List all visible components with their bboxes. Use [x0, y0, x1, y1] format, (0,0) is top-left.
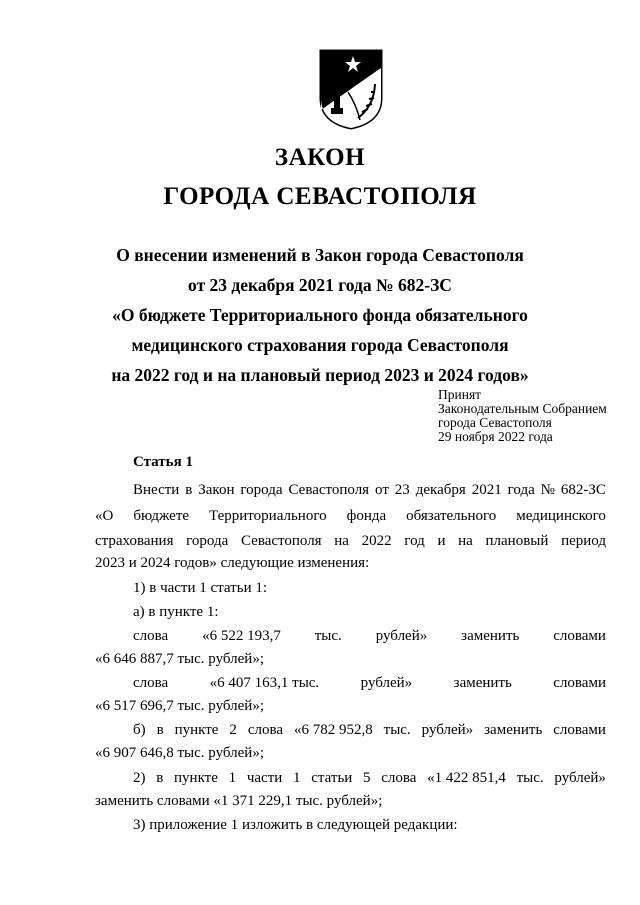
word: Закон [198, 482, 235, 498]
body-line: «6 907 646,8 тыс. рублей»; [95, 745, 264, 761]
body-line: 3) приложение 1 изложить в следующей редакции: [133, 817, 458, 833]
word: обязательного [406, 508, 497, 524]
body-line [95, 482, 606, 499]
word: «6 522 193,7 [202, 628, 281, 644]
word: «О [95, 508, 114, 524]
body-line [95, 770, 606, 787]
word: бюджете [133, 508, 190, 524]
word: 5 [363, 770, 371, 786]
coat-of-arms-emblem [318, 48, 384, 130]
subtitle-line: О внесении изменений в Закон города Севастополя [116, 245, 524, 265]
word: № [540, 482, 555, 498]
body-line: 1) в части 1 статьи 1: [133, 580, 268, 596]
word: 2 [229, 722, 237, 738]
word: заменить [453, 675, 512, 691]
word: 2021 [471, 482, 502, 498]
word: плановый [485, 533, 549, 549]
word: 1 [293, 770, 301, 786]
body-line: а) в пункте 1: [133, 604, 219, 620]
subtitle-line: от 23 декабря 2021 года № 682-ЗС [188, 275, 452, 295]
adoption-line: 29 ноября 2022 года [438, 429, 553, 444]
body-line [95, 628, 606, 645]
word: города [240, 482, 283, 498]
word: словами [553, 722, 606, 738]
word: статьи [311, 770, 353, 786]
word: Внести [133, 482, 180, 498]
word: рублей» [360, 675, 413, 691]
word: тыс. [516, 770, 544, 786]
word: Севастополя [240, 533, 322, 549]
word: 23 [394, 482, 410, 498]
body-line [95, 675, 606, 692]
word: 2) [133, 770, 146, 786]
body-line [95, 508, 606, 525]
word: слова [247, 722, 284, 738]
issuer-title: ГОРОДА СЕВАСТОПОЛЯ [163, 183, 477, 210]
article-heading: Статья 1 [133, 454, 193, 470]
word: «1 422 851,4 [427, 770, 506, 786]
word: словами [553, 675, 606, 691]
document-type-title: ЗАКОН [274, 144, 366, 171]
word: Территориального [209, 508, 327, 524]
word: заменить [484, 722, 543, 738]
body-line [95, 722, 606, 739]
word: пункте [174, 722, 219, 738]
word: медицинского [516, 508, 606, 524]
word: период [561, 533, 606, 549]
word: рублей» [421, 722, 474, 738]
word: страхования [95, 533, 174, 549]
adoption-note [438, 388, 607, 444]
word: слова [133, 675, 169, 691]
word: рублей» [554, 770, 606, 786]
word: пункте [174, 770, 218, 786]
body-line: 2023 и 2024 годов» следующие изменения: [95, 555, 370, 571]
word: тыс. [383, 722, 411, 738]
word: тыс. [314, 628, 342, 644]
word: рублей» [375, 628, 428, 644]
body-line: «6 517 696,7 тыс. рублей»; [95, 698, 264, 714]
word: 1 [228, 770, 237, 786]
word: Севастополя [288, 482, 370, 498]
word: от [375, 482, 389, 498]
word: на [334, 533, 349, 549]
word: года [507, 482, 535, 498]
word: слова [381, 770, 417, 786]
adoption-line: Принят [438, 387, 482, 402]
adoption-line: города Севастополя [438, 415, 552, 430]
word: города [186, 533, 229, 549]
subtitle-line: «О бюджете Территориального фонда обязательного [112, 305, 528, 325]
body-line [95, 533, 606, 550]
body-line: «6 646 887,7 тыс. рублей»; [95, 651, 264, 667]
word: «6 407 163,1 тыс. [209, 675, 320, 691]
word: б) [133, 722, 146, 738]
adoption-line: Законодательным Собранием [438, 401, 607, 416]
word: в [185, 482, 193, 498]
word: 682-ЗС [560, 482, 606, 498]
word: части [246, 770, 283, 786]
word: фонда [346, 508, 387, 524]
word: в [156, 722, 164, 738]
word: год [404, 533, 425, 549]
subtitle-line: на 2022 год и на плановый период 2023 и 2024 годов» [111, 365, 529, 385]
word: и [437, 533, 446, 549]
word: 2022 [361, 533, 392, 549]
law-subtitle [0, 240, 640, 390]
word: на [458, 533, 473, 549]
word: слова [133, 628, 169, 644]
word: заменить [461, 628, 520, 644]
word: в [156, 770, 164, 786]
word: словами [553, 628, 606, 644]
word: декабря [415, 482, 466, 498]
body-line: заменить словами «1 371 229,1 тыс. рублей»; [95, 793, 383, 809]
subtitle-line: медицинского страхования города Севастополя [131, 335, 509, 355]
word: «6 782 952,8 [293, 722, 373, 738]
